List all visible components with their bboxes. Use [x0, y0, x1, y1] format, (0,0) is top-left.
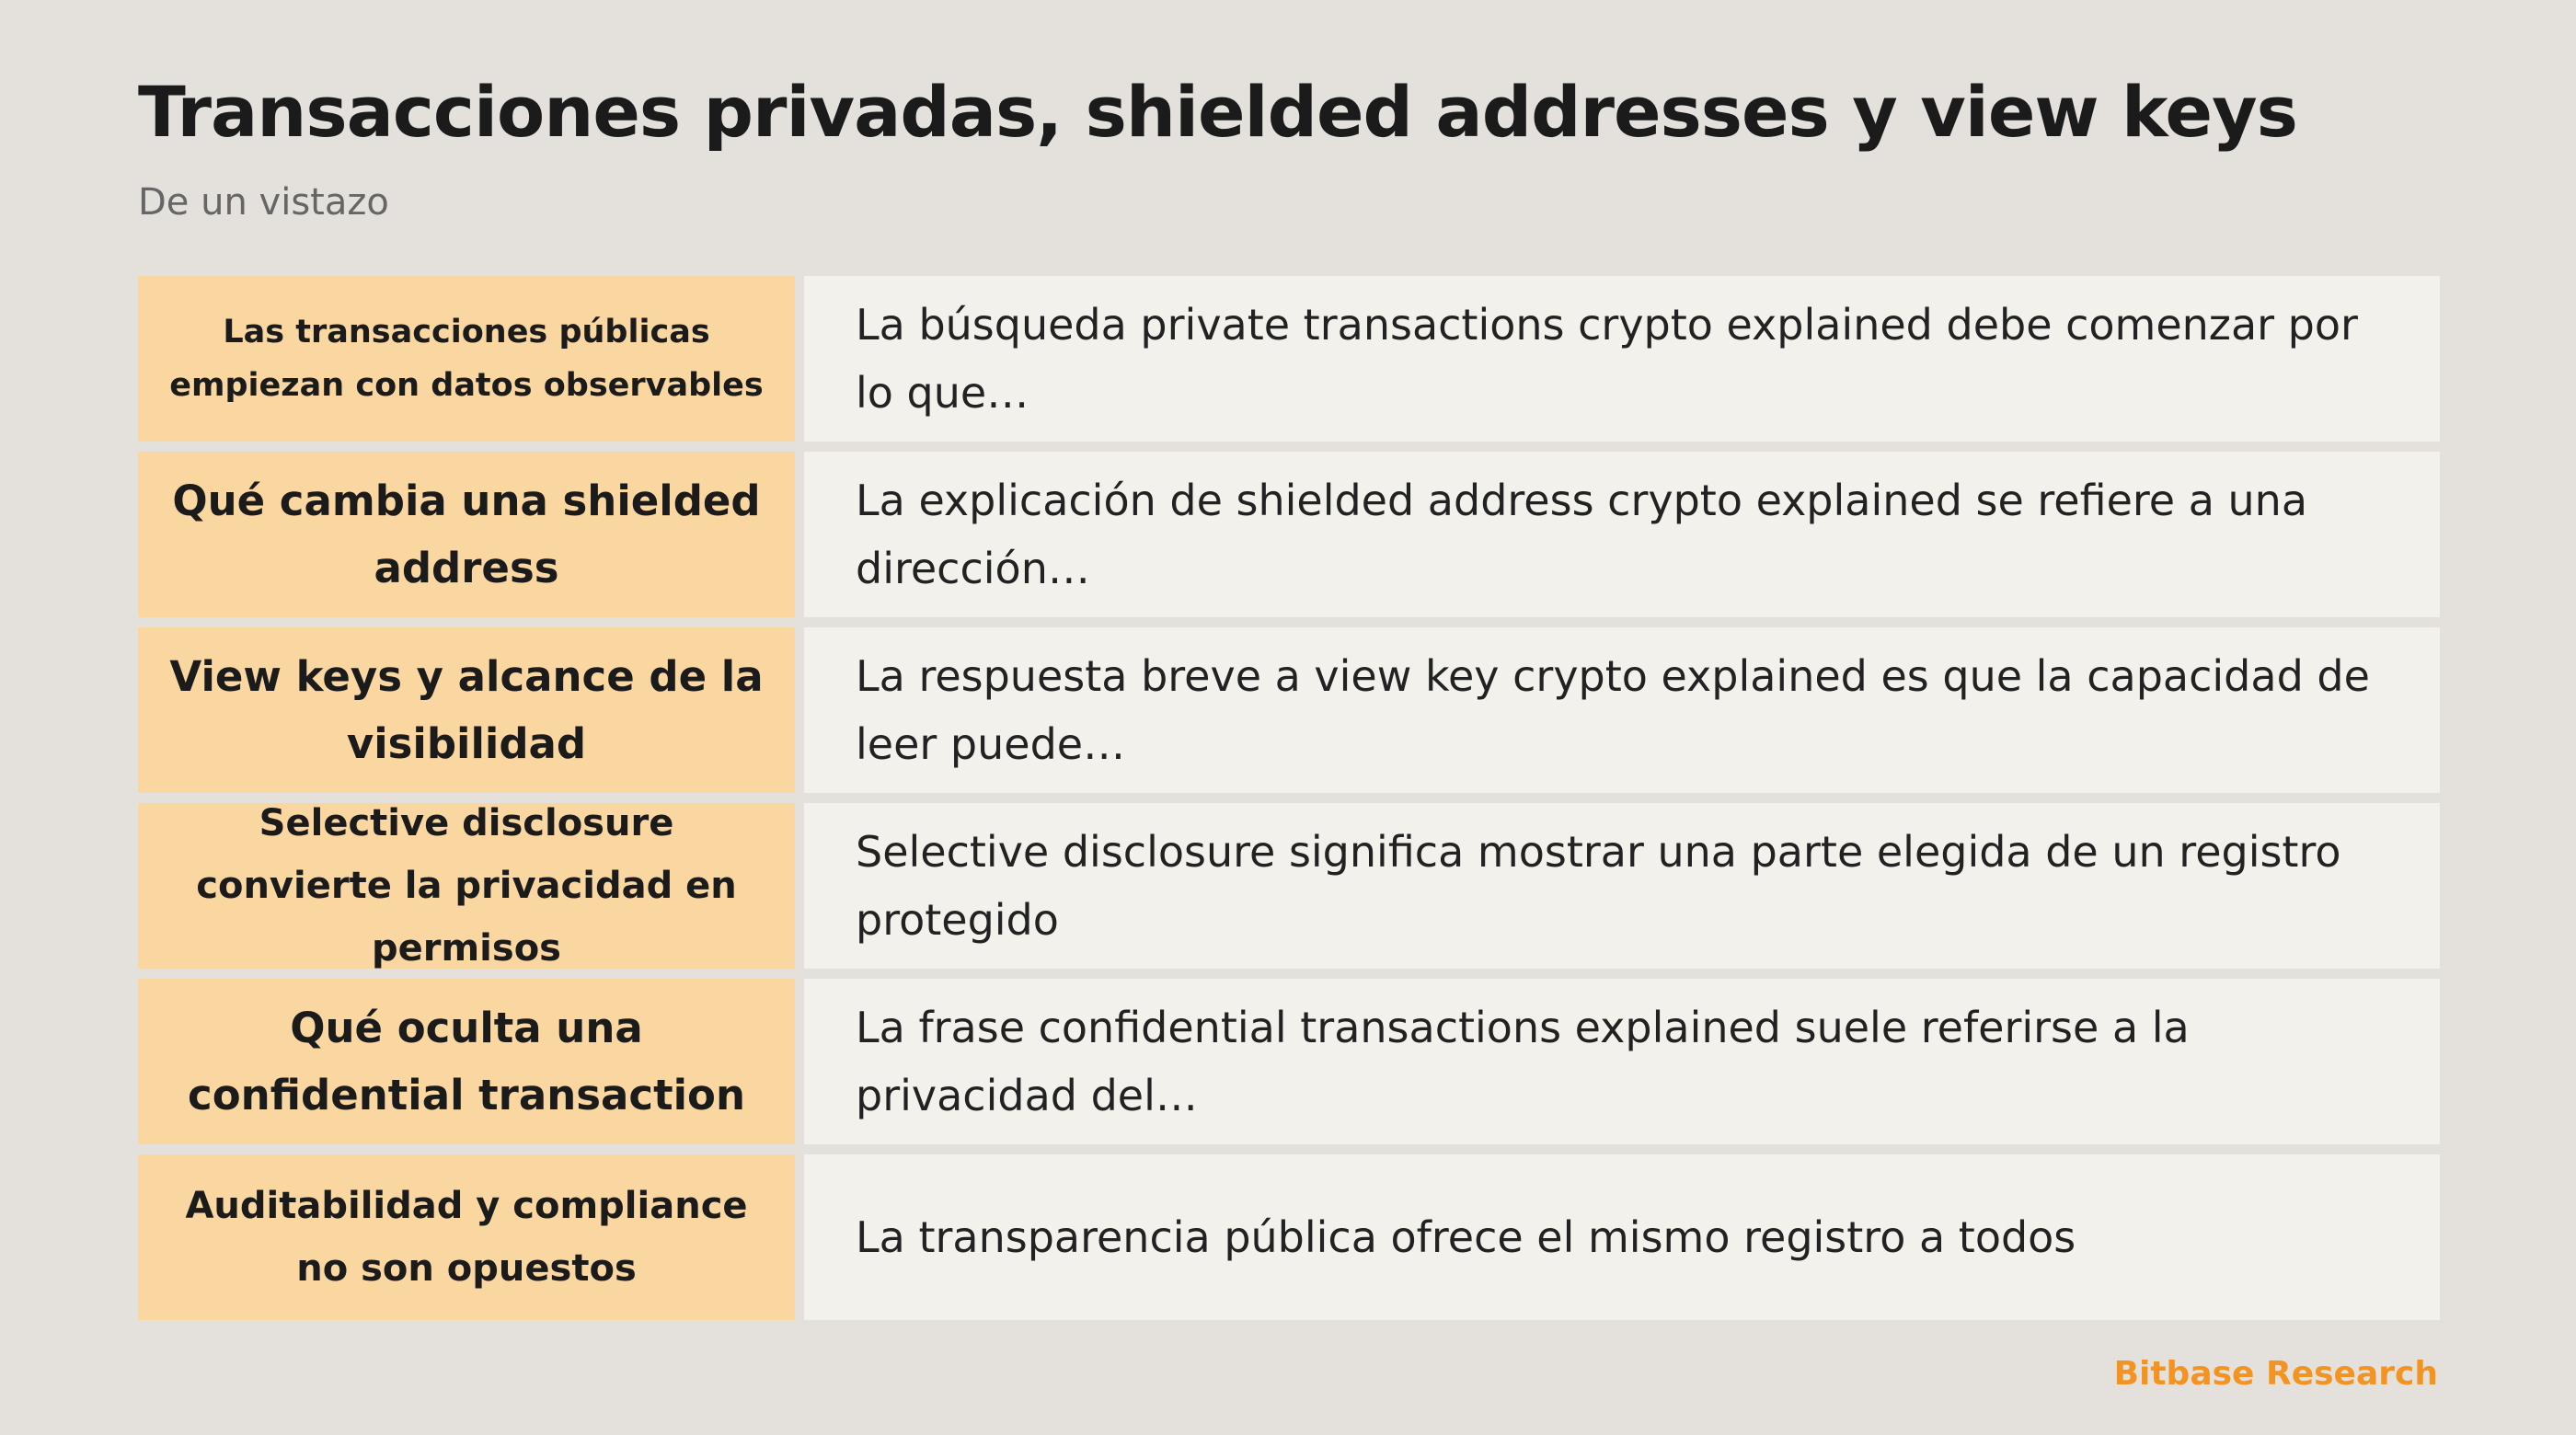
- page-subtitle: De un vistazo: [138, 181, 389, 224]
- row-heading: Selective disclosure convierte la privacidad en permisos: [138, 803, 795, 969]
- footer-brand: Bitbase Research: [2113, 1355, 2438, 1393]
- row-heading: Qué cambia una shielded address: [138, 452, 795, 617]
- row-heading: Las transacciones públicas empiezan con datos observables: [138, 276, 795, 442]
- table-row: [138, 627, 2440, 793]
- row-heading: Qué oculta una confidential transaction: [138, 979, 795, 1144]
- row-heading: Auditabilidad y compliance no son opuestos: [138, 1154, 795, 1320]
- row-text: La frase confidential transactions explained suele referirse a la privacidad del…: [804, 979, 2440, 1144]
- table-row: [138, 1154, 2440, 1320]
- row-text: La respuesta breve a view key crypto explained es que la capacidad de leer puede…: [804, 627, 2440, 793]
- row-text: La búsqueda private transactions crypto explained debe comenzar por lo que…: [804, 276, 2440, 442]
- table-row: [138, 979, 2440, 1144]
- table-row: [138, 803, 2440, 969]
- table-row: [138, 276, 2440, 442]
- row-heading: View keys y alcance de la visibilidad: [138, 627, 795, 793]
- row-text: Selective disclosure significa mostrar una parte elegida de un registro protegido: [804, 803, 2440, 969]
- row-text: La transparencia pública ofrece el mismo registro a todos: [804, 1154, 2440, 1320]
- row-text: La explicación de shielded address crypto explained se refiere a una dirección…: [804, 452, 2440, 617]
- page-title: Transacciones privadas, shielded addresses y view keys: [138, 71, 2297, 153]
- summary-table: [138, 276, 2440, 1320]
- table-row: [138, 452, 2440, 617]
